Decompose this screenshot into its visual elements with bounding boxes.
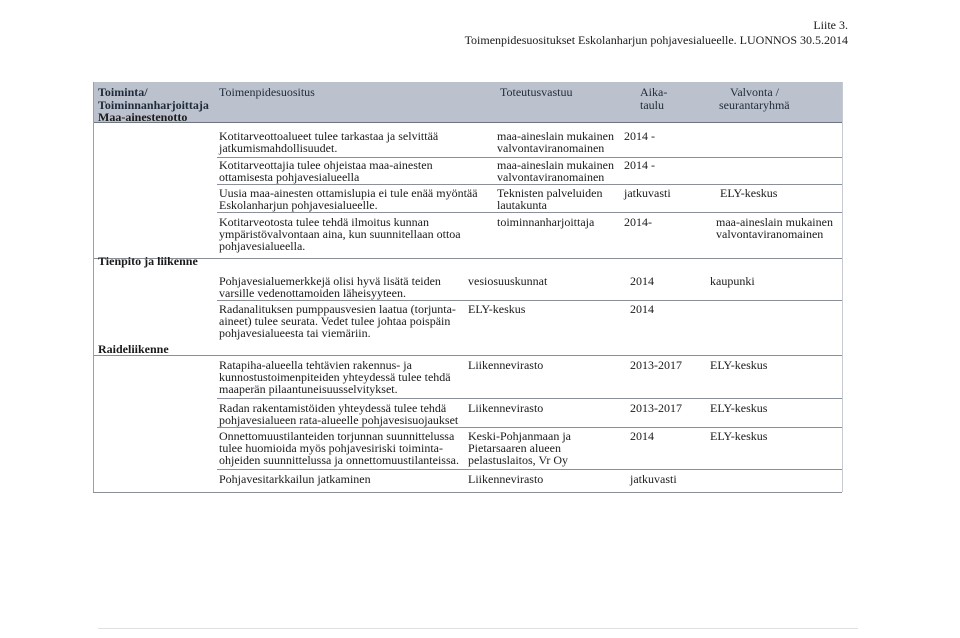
monitoring-cell: maa-aineslain mukainen valvontaviranomainen [716,215,833,241]
section-divider [93,258,842,259]
table-bottom-border [93,492,842,493]
section-divider [93,355,842,356]
monitoring-cell: ELY-keskus [710,358,768,372]
schedule-cell: 2014 - [624,129,655,143]
header-col-monitoring-line1: Valvonta / [730,85,779,99]
responsible-cell: Liikennevirasto [468,401,544,415]
recommendation-cell: Kotitarveotosta tulee tehdä ilmoitus kunnan ympäristövalvontaan aina, kun suunnitellaan ottoa pohjavesialueella. [219,215,461,253]
row-divider [217,398,842,399]
monitoring-cell: ELY-keskus [710,429,768,443]
recommendation-cell: Radan rakentamistöiden yhteydessä tulee tehdä pohjavesialueen rata-alueelle pohjavesisuojaukset [219,401,459,427]
recommendation-cell: Pohjavesitarkkailun jatkaminen [219,472,371,486]
monitoring-cell: ELY-keskus [720,186,778,200]
responsible-cell: Liikennevirasto [468,472,544,486]
monitoring-cell: kaupunki [710,274,755,288]
row-divider [217,427,842,428]
schedule-cell: 2013-2017 [630,358,682,372]
row-divider [217,469,842,470]
schedule-cell: 2014 - [624,158,655,172]
responsible-cell: maa-aineslain mukainen valvontaviranomainen [497,158,614,184]
table-right-border [842,82,843,492]
schedule-cell: 2013-2017 [630,401,682,415]
recommendation-cell: Radanalituksen pumppausvesien laatua (torjunta- aineet) tulee seurata. Vedet tulee johtaa poispäin pohjavesialueesta tai viemäriin. [219,302,456,340]
row-divider [217,300,842,301]
document-subtitle: Toimenpidesuositukset Eskolanharjun pohjavesialueelle. LUONNOS 30.5.2014 [464,33,848,47]
responsible-cell: toiminnanharjoittaja [497,215,595,229]
attachment-label: Liite 3. [813,18,848,32]
header-col-recommendation: Toimenpidesuositus [219,85,315,99]
row-divider [217,212,842,213]
section-maa-ainestenotto: Maa-ainestenotto [98,110,188,124]
recommendation-cell: Kotitarveottoalueet tulee tarkastaa ja selvittää jatkumismahdollisuudet. [219,129,439,155]
responsible-cell: ELY-keskus [468,302,526,316]
recommendation-cell: Ratapiha-alueella tehtävien rakennus- ja kunnostustoimenpiteiden yhteydessä tulee tehdä maaperän pilaantuneisuusselvitykset. [219,358,451,396]
responsible-cell: maa-aineslain mukainen valvontaviranomainen [497,129,614,155]
recommendation-cell: Pohjavesialuemerkkejä olisi hyvä lisätä teiden varsille vedenottamoiden läheisyyteen. [219,274,441,300]
section-raideliikenne: Raideliikenne [98,342,169,356]
recommendation-cell: Uusia maa-ainesten ottamislupia ei tule enää myöntää Eskolanharjun pohjavesialueelle. [219,186,478,212]
header-col-schedule-line1: Aika- [640,85,668,99]
recommendation-cell: Kotitarveottajia tulee ohjeistaa maa-ainesten ottamisesta pohjavesialueella [219,158,433,184]
table-header-divider [93,122,842,123]
responsible-cell: Keski-Pohjanmaan ja Pietarsaaren alueen pelastuslaitos, Vr Oy [468,429,571,467]
schedule-cell: jatkuvasti [630,472,677,486]
schedule-cell: 2014 [630,302,654,316]
recommendation-cell: Onnettomuustilanteiden torjunnan suunnittelussa tulee huomioida myös pohjavesiriski toiminta- ohjeiden suunnittelussa ja onnettomuustilanteissa. [219,429,459,467]
schedule-cell: 2014- [624,215,652,229]
monitoring-cell: ELY-keskus [710,401,768,415]
header-col-monitoring-line2: seurantaryhmä [719,98,790,112]
responsible-cell: Teknisten palveluiden lautakunta [497,186,603,212]
table-left-border [93,82,94,492]
header-col-responsible: Toteutusvastuu [500,85,573,99]
header-col-activity-line1: Toiminta/ [98,85,148,99]
row-divider [217,184,842,185]
header-col-activity-line2: Toiminnanharjoittaja [98,98,209,112]
page-edge-line [98,628,858,629]
schedule-cell: jatkuvasti [624,186,671,200]
schedule-cell: 2014 [630,429,654,443]
header-col-schedule-line2: taulu [640,98,664,112]
schedule-cell: 2014 [630,274,654,288]
responsible-cell: Liikennevirasto [468,358,544,372]
responsible-cell: vesiosuuskunnat [468,274,548,288]
section-tienpito-ja-liikenne: Tienpito ja liikenne [98,254,198,268]
